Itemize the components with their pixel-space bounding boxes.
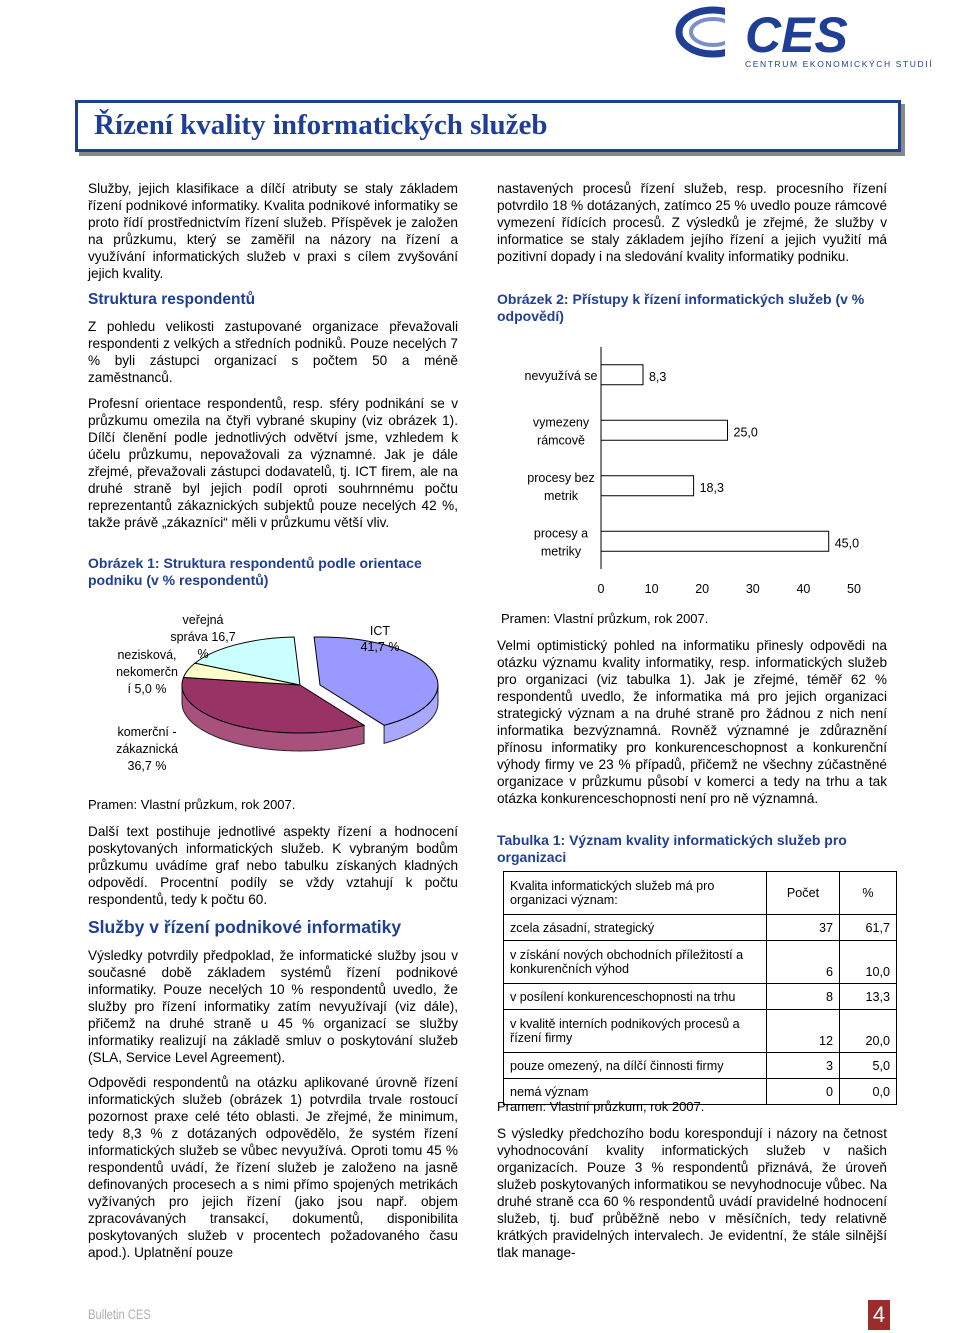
title-box: [75, 100, 901, 152]
x-tick-label: 30: [745, 582, 760, 596]
table-row: [504, 915, 897, 941]
category-label: vymezeny: [532, 415, 590, 430]
table-header-cell: %: [840, 872, 897, 915]
category-label: nevyužívá se: [524, 368, 598, 383]
pie-label-nonprofit: nezisková,: [117, 648, 177, 662]
bar-value-label: 45,0: [834, 536, 860, 551]
logo-swoosh-icon: [679, 6, 755, 60]
x-tick-label: 20: [695, 582, 710, 596]
table-cell: v kvalitě interních podnikových procesů a řízení firmy: [504, 1010, 767, 1053]
table-cell: 3: [767, 1053, 840, 1079]
table-cell: 8: [767, 984, 840, 1010]
paragraph-optimistic: Velmi optimistický pohled na informatiku přinesly odpovědi na otázku významu kvality informatiky, resp. informatických služeb pro organizaci (viz tabulka 1). Jak je zřejmé, téměř 62 % respondentů uvedlo, že informatika má pro jejich organizaci strategický význam a na druhé straně pro žádnou z nich není informatika bezvýznamná. Rovněž významné je zdůraznění přínosu informatiky pro konkurenceschopnost a konkurenční výhody firmy ve 23 % případů, přičemž ne všechny zúčastněné organizace v průzkumu působí v komerci a tedy na trhu a tak otázka konkurenceschopnosti není pro ně významná.: [497, 638, 887, 806]
pie-label-public: %: [197, 647, 209, 661]
bar-value-label: 25,0: [733, 425, 758, 440]
pie-label-nonprofit: nekomerčn: [116, 665, 178, 679]
table-cell: 10,0: [840, 941, 897, 984]
table-cell: 0: [767, 1079, 840, 1105]
pie-label-ict-value: 41,7 %: [360, 640, 400, 654]
paragraph-evaluation: S výsledky předchozího bodu korespondují i názory na četnost vyhodnocování kvality informatických služeb v našich organizacích. Pouze 3 % respondentů přiznává, že úroveň služeb poskytovaných informatikou se nevyhodnocuje vůbec. Na druhé straně cca 60 % respondentů uvádí pravidelné hodnocení služeb, tj. buď průběžně nebo v měsíčních, tedy relativně krátkých pravidelných intervalech. Je evidentní, že stále silnější tlak manage-: [497, 1126, 887, 1260]
pie-label-commercial: komerční -: [117, 725, 177, 739]
table-cell: 5,0: [840, 1053, 897, 1079]
bar: [601, 476, 694, 496]
figure1-pie-chart: [100, 605, 460, 795]
page-number: 4: [868, 1300, 890, 1330]
table-cell: 20,0: [840, 1010, 897, 1053]
ces-logo: [675, 0, 934, 70]
table-cell: 13,3: [840, 984, 897, 1010]
pie-label-public: správa 16,7: [170, 630, 236, 644]
table-cell: 61,7: [840, 915, 897, 941]
footer-bulletin: Bulletin CES: [88, 1306, 151, 1322]
table-cell: nemá význam: [504, 1079, 767, 1105]
table-cell: v získání nových obchodních příležitostí a konkurenčních výhod: [504, 941, 767, 984]
table-row: [504, 941, 897, 984]
table-cell: zcela zásadní, strategický: [504, 915, 767, 941]
figure2-bar-chart: [497, 345, 887, 605]
table-header-row: [504, 872, 897, 915]
page-title: Řízení kvality informatických služeb: [94, 109, 548, 141]
x-tick-label: 40: [796, 582, 811, 596]
table-cell: 12: [767, 1010, 840, 1053]
figure1-caption: Obrázek 1: Struktura respondentů podle orientace podniku (v % respondentů): [88, 555, 422, 588]
paragraph-processes: nastavených procesů řízení služeb, resp. procesního řízení potvrdilo 18 % dotázaných, zatímco 25 % uvedlo pouze rámcové vymezení řídících procesů. Z výsledků je zřejmé, že služby v informatice se staly základem jejího řízení a jejich využití má pozitivní dopady i na sledování kvality informatiky podniku.: [497, 181, 887, 264]
bar-value-label: 18,3: [699, 480, 724, 495]
paragraph-orientation: Profesní orientace respondentů, resp. sféry podnikání se v průzkumu omezila na čtyři vybrané skupiny (viz obrázek 1). Dílčí členění podle jednotlivých odvětví jsme, vzhledem k účelu průzkumu, nepovažovali za významné. Jak je dále zřejmé, převažovali zástupci dodavatelů, tj. ICT firem, ale na druhé straně byl jejich podíl oproti souhrnnému počtu reprezentantů zákaznických subjektů pouze necelých 42 %, takže právě „zákazníci“ měli v průzkumu větší vliv.: [88, 396, 458, 530]
logo-text: CES: [745, 7, 848, 63]
category-label: metriky: [540, 544, 582, 559]
paragraph-results: Výsledky potvrdily předpoklad, že informatické služby jsou v současné době základem systémů řízení podnikové informatiky. Pouze necelých 10 % respondentů uvedlo, že služby pro řízení informatiky zatím nevyužívají (viz dále), přičemž na druhé straně u 45 % organizací se služby informatiky realizují na základě smluv o poskytování služeb (SLA, Service Level Agreement).: [88, 948, 458, 1065]
figure1-source: Pramen: Vlastní průzkum, rok 2007.: [88, 797, 296, 812]
table-cell: pouze omezený, na dílčí činnosti firmy: [504, 1053, 767, 1079]
figure2-source: Pramen: Vlastní průzkum, rok 2007.: [501, 611, 709, 626]
category-label: rámcově: [537, 433, 585, 448]
bar: [601, 365, 643, 385]
table-row: [504, 984, 897, 1010]
table-cell: 6: [767, 941, 840, 984]
pie-label-commercial: zákaznická: [116, 742, 178, 756]
table1-caption: Tabulka 1: Význam kvality informatických služeb pro organizaci: [497, 832, 847, 865]
table-cell: 0,0: [840, 1079, 897, 1105]
bar: [601, 420, 728, 440]
category-label: metrik: [543, 488, 579, 503]
pie-label-ict: ICT: [369, 624, 391, 638]
table-cell: 37: [767, 915, 840, 941]
figure2-caption: Obrázek 2: Přístupy k řízení informatických služeb (v % odpovědí): [497, 291, 865, 324]
bar: [601, 531, 829, 551]
paragraph-answers: Odpovědi respondentů na otázku aplikované úrovně řízení informatických služeb (obrázek 1) potvrdila trvale rostoucí pozornost praxe celé této oblasti. Je zřejmé, že minimum, tedy 8,3 % z dotázaných odpovědělo, že systém řízení informatických služeb se vůbec nevyužívá. Oproti tomu 45 % respondentů uvádí, že řízení služeb je založeno na jasně definovaných procesech a s nimi přímo spojených metrikách vyžívaných pro jejich řízení (jako jsou např. objem zpracovávaných transakcí, dokumentů, disponibilita poskytovaných služeb v procentech požadovaného času apod.). Uplatnění pouze: [88, 1075, 458, 1260]
pie-label-commercial: 36,7 %: [127, 759, 167, 773]
logo-subtitle: CENTRUM EKONOMICKÝCH STUDIÍ: [745, 59, 934, 69]
table-header-cell: Kvalita informatických služeb má pro organizaci význam:: [504, 872, 767, 915]
bar-value-label: 8,3: [648, 369, 667, 384]
pie-label-nonprofit: í 5,0 %: [127, 682, 167, 696]
section-heading-respondents: Struktura respondentů: [88, 291, 256, 308]
table-row: [504, 1010, 897, 1053]
table-cell: v posílení konkurenceschopnosti na trhu: [504, 984, 767, 1010]
x-tick-label: 10: [644, 582, 659, 596]
category-label: procesy a: [533, 526, 589, 541]
table-row: [504, 1053, 897, 1079]
x-tick-label: 0: [597, 582, 605, 596]
table1: [503, 871, 897, 1105]
intro-paragraph: Služby, jejich klasifikace a dílčí atributy se staly základem řízení podnikové informatiky. Kvalita podnikové informatiky se proto řídí prostřednictvím řízení služeb. Příspěvek je založen na průzkumu, který se zaměřil na názory na řízení a využívání informatických služeb v praxi s cílem zvyšování jejich kvality.: [88, 181, 458, 281]
paragraph-aspects: Další text postihuje jednotlivé aspekty řízení a hodnocení poskytovaných informatických služeb. K vybraným bodům průzkumu uvádíme graf nebo tabulku získaných kladných odpovědí. Procentní podíly se vždy vztahují k počtu respondentů, tedy k počtu 60.: [88, 824, 458, 907]
pie-label-public: veřejná: [182, 613, 224, 627]
section-heading-services: Služby v řízení podnikové informatiky: [88, 917, 402, 937]
paragraph-company-size: Z pohledu velikosti zastupované organizace převažovali respondenti z velkých a středních podniků. Pouze necelých 7 % byli zástupci organizací s počtem 50 a méně zaměstnanců.: [88, 319, 458, 385]
table1-source: Pramen: Vlastní průzkum, rok 2007.: [497, 1099, 705, 1114]
x-tick-label: 50: [847, 582, 861, 596]
table-header-cell: Počet: [767, 872, 840, 915]
category-label: procesy bez: [527, 470, 595, 485]
